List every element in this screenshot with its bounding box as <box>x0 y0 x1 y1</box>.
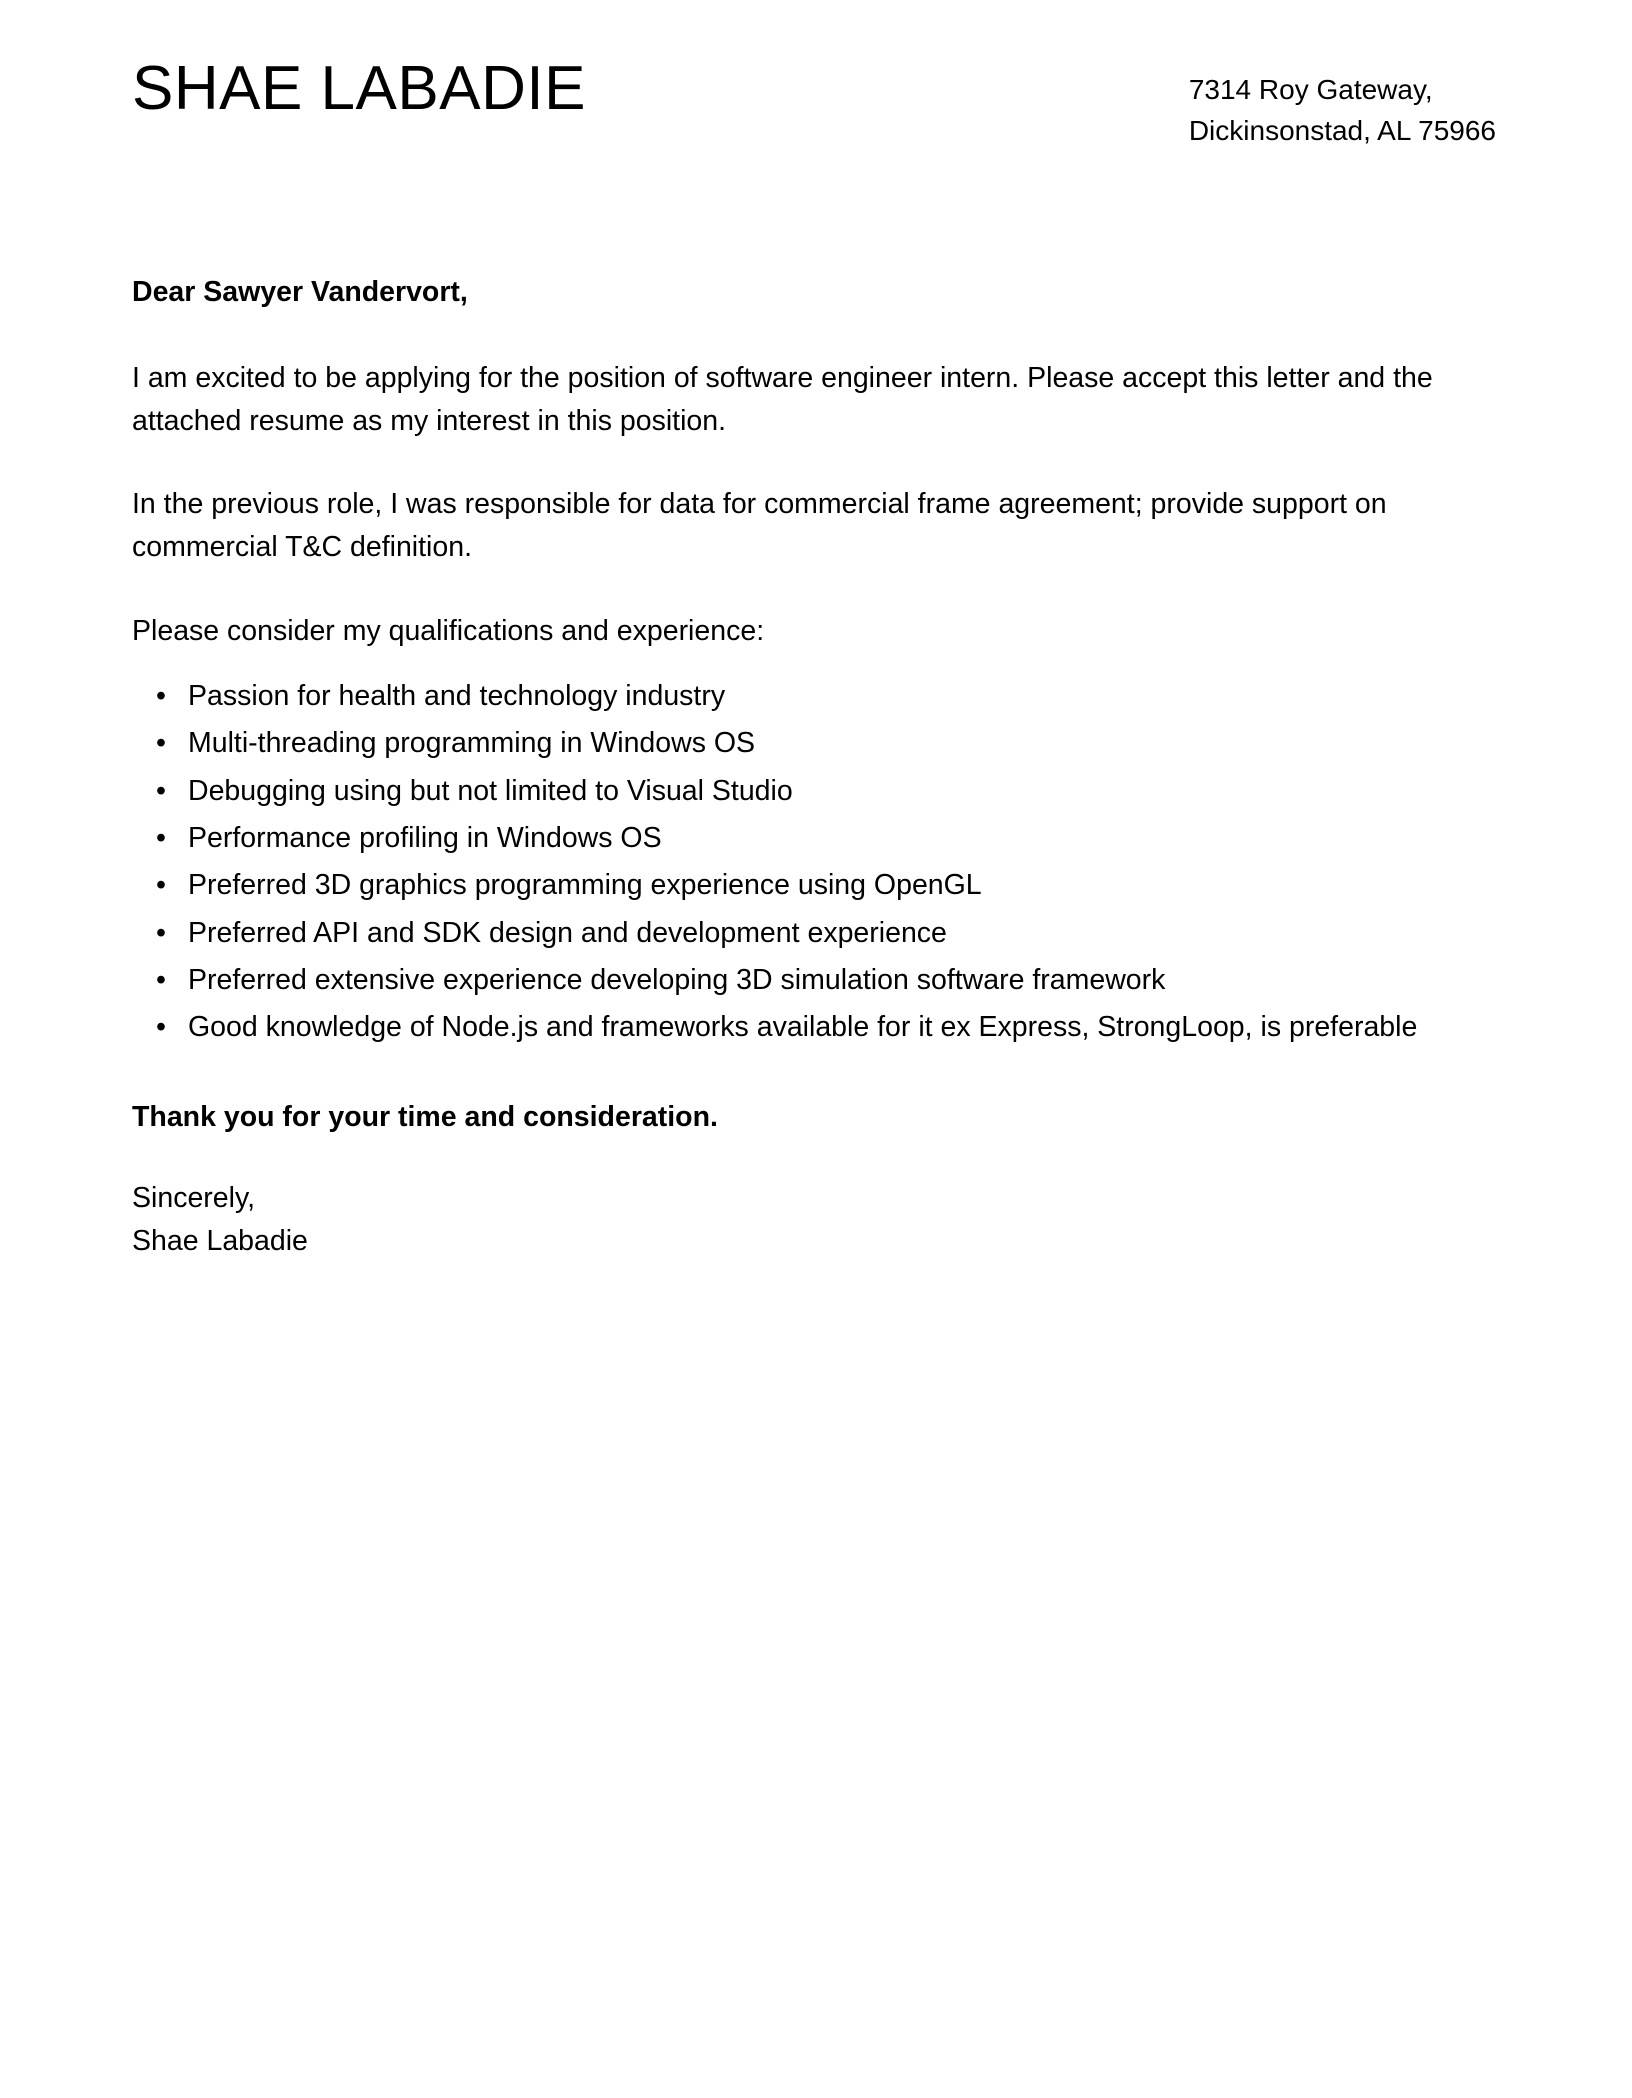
list-item-label: Good knowledge of Node.js and frameworks available for it ex Express, StrongLoop, is preferable <box>188 1011 1418 1044</box>
list-item-label: Performance profiling in Windows OS <box>188 822 662 854</box>
page-title: SHAE LABADIE <box>132 54 586 123</box>
list-item <box>132 864 1500 907</box>
address-line-city-state-zip: Dickinsonstad, AL 75966 <box>1188 114 1496 146</box>
list-item-label: Preferred API and SDK design and development experience <box>188 916 947 949</box>
signature-name: Shae Labadie <box>132 1224 308 1257</box>
letter-body <box>132 271 1500 1262</box>
bullet-icon: • <box>156 727 166 760</box>
bullet-icon: • <box>156 822 166 854</box>
list-item <box>132 959 1500 1002</box>
bullet-icon: • <box>156 774 166 807</box>
qualifications-intro: Please consider my qualifications and experience: <box>132 614 765 647</box>
qualifications-list <box>132 675 1500 1050</box>
bullet-icon: • <box>156 916 166 949</box>
address-line-street: 7314 Roy Gateway, <box>1188 74 1433 105</box>
list-item-label: Preferred extensive experience developing 3D simulation software framework <box>188 963 1166 996</box>
list-item-label: Debugging using but not limited to Visual Studio <box>188 774 793 807</box>
closing-thanks: Thank you for your time and consideration. <box>132 1100 718 1133</box>
list-item <box>132 817 1500 860</box>
bullet-icon: • <box>156 680 166 713</box>
bullet-icon: • <box>156 869 166 902</box>
bullet-icon: • <box>156 963 166 996</box>
list-item <box>132 770 1500 813</box>
list-item <box>132 722 1500 765</box>
list-item-label: Passion for health and technology industry <box>188 680 726 713</box>
list-item-label: Multi-threading programming in Windows OS <box>188 727 756 760</box>
sender-address-block <box>1189 56 1500 151</box>
signature-block <box>132 1177 1500 1263</box>
bullet-icon: • <box>156 1011 166 1044</box>
salutation: Dear Sawyer Vandervort, <box>132 276 468 309</box>
list-item <box>132 675 1500 718</box>
list-item <box>132 1006 1500 1049</box>
closing-salutation: Sincerely, <box>132 1181 256 1214</box>
body-paragraph-experience: In the previous role, I was responsible for data for commercial frame agreement; provide support on commercial T&C definition. <box>132 488 1387 564</box>
list-item-label: Preferred 3D graphics programming experience using OpenGL <box>188 869 982 902</box>
list-item <box>132 912 1500 955</box>
letter-header <box>132 0 1500 151</box>
body-paragraph-intro: I am excited to be applying for the position of software engineer intern. Please accept this letter and the attached resume as my interest in this position. <box>132 361 1433 437</box>
